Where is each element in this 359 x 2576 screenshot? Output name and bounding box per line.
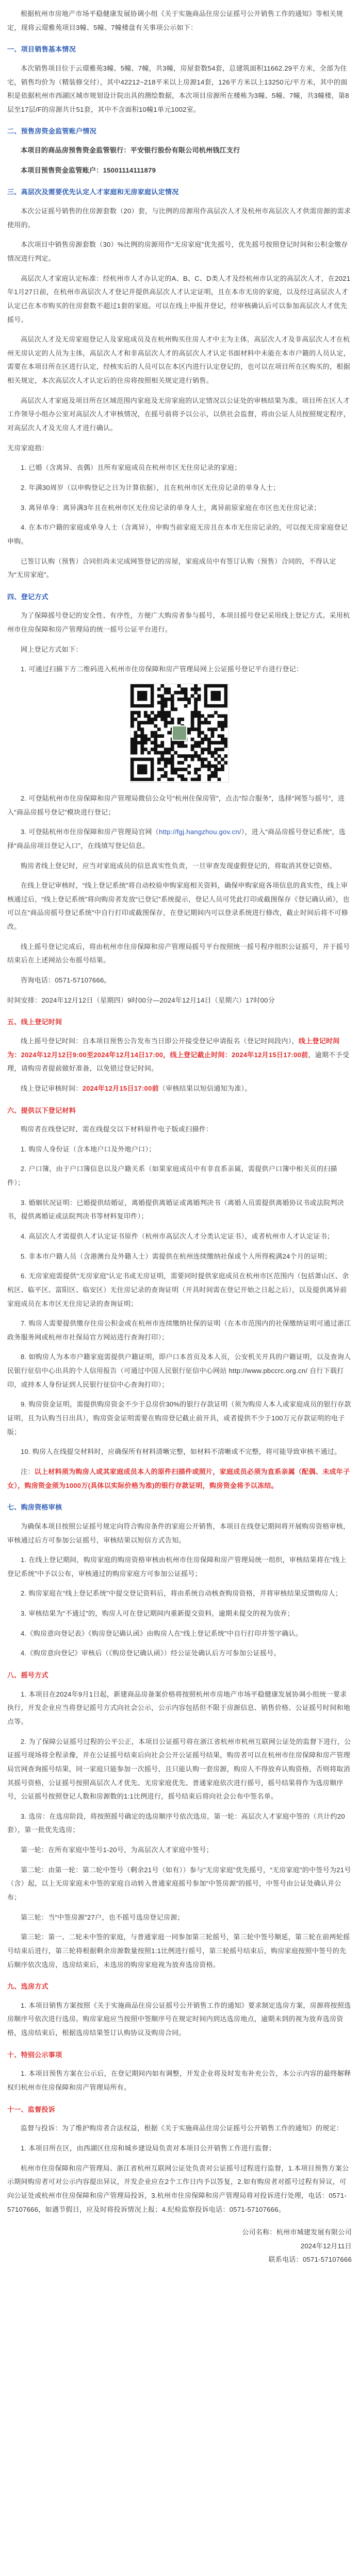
registration-deadline: 线上登记时间为：2024年12月12日9:00至2024年12月14日17:00，线上登记截止时间：2024年12月15日17:00前: [7, 1037, 340, 1059]
contact-phone[interactable]: 0571-57107666。: [55, 976, 111, 985]
nohouse-item: 1. 已婚（含离异、丧偶）且所有家庭成员在杭州市区无住房记录的家庭；: [21, 464, 241, 472]
section-5-review: [7, 1082, 352, 1096]
material-item: 10. 购房人在线提交材料时，应确保所有材料清晰完整，如材料不清晰或不完整，将可能导致审核不通过。: [21, 1448, 341, 1456]
section-10-body: 1. 本项目预售方案在公示后，在登记期间内如有调整，开发企业将及时发布补充公告，本公示内容的最终解释权归杭州市住房保障和房产管理局所有。: [7, 2070, 351, 2092]
section-4-item: 线上摇号登记完成后，将由杭州市住房保障和房产管理局摇号平台按照统一摇号程序组织公证摇号，并于摇号结束后在上述网站公布摇号结果。: [7, 942, 350, 964]
nohouse-item: 3. 离异单身：离异满3年且在杭州市区无住房记录的单身人士，离异前原家庭在市区也无住房记录；: [21, 503, 321, 512]
account-label: 本项目预售资金监管账户：: [21, 166, 103, 174]
item3-text-end: ），进入“商品房摇号登记系统”，选择“商品房项目登记入口”，在线填写登记信息。: [7, 828, 346, 850]
material-item: 4. 高层次人才需提供人才认定证书原件（杭州市高层次人才分类认定证书），或者杭州市人才认定证书；: [21, 1232, 334, 1240]
section-2-bank: 本项目的商品房预售资金监管银行：平安银行股份有限公司杭州钱江支行: [21, 146, 240, 155]
section-1-body: 本次销售项目位于云璟雅苑3幢、5幢、7幢，共3幢，房屋套数54套，总建筑面积11662.29平方米，全部为住宅，销售均价为（精装修交付），其中42212~218平米以上房源14套，126平方米以上13250元/平方米，其中的面积是依据杭州市西湖区城市规划设计院出具的测绘数据，本次项目房源所在楼栋为3幢、5幢、7幢，共3幢楼，第8层至17层/F的房源共计51套，其中不含面积10幢1单元1002室。: [7, 64, 349, 113]
material-item: 3. 婚姻状况证明：已婚提供结婚证，离婚提供离婚证或离婚判决书（离婚人员需提供离婚协议书或法院判决书，提供离婚证或法院判决书等材料复印件）；: [7, 1198, 345, 1221]
section-8-para: 2. 为了保障公证摇号过程的公平公正，本项目公证摇号将在浙江省杭州市杭州互联网公证处的监督下进行，公证摇号现场将全程录像，并在公证摇号结束后向社会公开公证摇号结果，购房者可以在杭州市住房保障和房产管理局官网查询摇号结果，同一家庭只能参加一次摇号，且只能认购一套房源，购房人不得放弃认购资格，否则将取消其摇号资格，公证摇号按照高层次人才优先、无房家庭优先、普通家庭依次进行摇号，摇号结果将作为选房顺序号，公证摇号按照登记人数和房源数的1:1比例进行，摇号结束后将向社会公布中签名单。: [7, 1737, 351, 1801]
nohouse-title: 无房家庭指：: [7, 444, 48, 452]
material-item: 2. 户口簿，由于户口簿信息以及户籍关系（如果家庭成员中有非直系亲属，需提供户口簿中相关页的扫描件）；: [7, 1165, 337, 1187]
section-4-item: 1. 可通过扫描下方二维码进入杭州市住房保障和房产管理局网上公证摇号登记平台进行登记：: [21, 665, 303, 673]
qr-code-wrapper: [7, 684, 352, 783]
section-4-item: 购房者线上登记时，应当对家庭成员的信息真实性负责，一旦审查发现虚假登记的，将取消其登记资格。: [21, 861, 336, 870]
nohouse-item: 2. 年满30周岁（以申购登记之日为计算依据），且在杭州市区无住房记录的单身人士；: [21, 483, 280, 492]
section-3-para: 本次公证摇号销售的住房源套数（20）套，与比例的房源用作高层次人才及杭州市高层次人才供需房源的需求使用的。: [7, 207, 351, 229]
section-4-item: 在线上登记审核时，“线上登记系统”将自动校验申购家庭相关资料，确保申购家庭各项信息的真实性，线上审核通过后，“线上登记系统”将向购房者发放“已登记”系统提示，登记人员可凭此打印或截图保存《登记确认函》，也可以在“商品房摇号登记系统”中自行打印或截图保存，在登记期间内可以登录系统进行修改，截止时间后将不可修改。: [7, 882, 350, 931]
section-3-title: 三、高层次及需要优先认定人才家庭和无房家庭认定情况: [7, 188, 179, 196]
review-label: 线上登记审核时间：: [21, 1084, 83, 1092]
section-4-item: 2. 可登陆杭州市住房保障和房产管理局微信公众号“杭州住保房管”，点击“综合服务”，选择“网签与摇号”，进入“商品房摇号登记”模块进行登记；: [7, 794, 345, 816]
account-number: 15001114111879: [103, 166, 156, 174]
nohouse-item: 4. 在本市户籍的家庭或单身人士（含离异），申购当前家庭无房且在本市无住房记录的，可以按无房家庭登记申购。: [7, 523, 348, 545]
review-deadline: 2024年12月15日17:00前: [82, 1084, 159, 1092]
section-4-intro: 为了保障摇号登记的安全性、有序性，方便广大购房者参与摇号，本项目摇号登记采用线上登记方式。采用杭州市住房保障和房产管理局的统一摇号公证平台进行。: [7, 612, 350, 634]
timeline-line: [7, 994, 352, 1008]
official-site-link[interactable]: http://fgj.hangzhou.gov.cn/: [159, 828, 241, 836]
s5-post: ，逾期不予受理，请购房者提前做好准备，以免错过登记时间。: [7, 1050, 350, 1073]
section-11-para: 1. 本项目所在区，由西湖区住房和城乡建设局负责对本项目公开销售工作进行监督；: [21, 2144, 276, 2152]
section-8-para: 3. 选房：在选房阶段，将按照摇号确定的选房顺序号依次选房，第一轮：高层次人才家庭中签的（共计约20套），第一批优先选房；: [7, 1812, 345, 1834]
section-7-title: 七、购房资格审核: [7, 1503, 62, 1512]
section-6-title: 六、提供以下登记材料: [7, 1106, 76, 1114]
section-9-title: 九、选房方式: [7, 1982, 48, 1991]
section-8-para: 第一轮：在所有家庭中签号1-20号，为高层次人才家庭中签号；: [21, 1846, 214, 1854]
section-7-para: 4.《购房意向登记表》《购房登记确认函》由购房人在“线上登记系统”中自行打印并签字确认。: [21, 1629, 303, 1637]
section-8-title: 八、摇号方式: [7, 1671, 48, 1680]
section-2-title: 二、预售房资金监管账户情况: [7, 127, 96, 135]
material-item: 9. 购房资金证明，需提供购房资金不少于总房价30%的银行存款证明（须为购房人本人或家庭成员的银行存款证明，且为认购当日出具），购房资金证明需要在购房登记截止前开具，或者提供不少于100万元存款证明的电子版；: [7, 1400, 351, 1436]
section-3-para: 高层次人才及无房家庭登记人及家庭成员及在杭州购买住房人才中主为主体，高层次人才及非高层次人才在杭州无房认定的人员为主体，高层次人才和非高层次人才的高层次人才认定书面材料中未能在本市户籍的人员认定，需要在本项目所在区进行认定，经核实后的人员可以在本区内进行认定登记的，也可以在项目所在区购买的，根据相关规定，本次高层次人才认定后的住房将按照相关规定进行销售。: [7, 335, 351, 385]
footer-contact: 联系电话：0571-57107666: [268, 2256, 352, 2264]
section-11-para: 杭州市住房保障和房产管理局、浙江省杭州互联网公证处负责对公证摇号过程进行监督，1.本项目预售方案公示期间购房者可对公示内容提出异议，开发企业应在2个工作日内予以答复，2.如有购房者对摇号过程有异议，可向公证处或杭州市住房保障和房产管理局投诉，3.杭州市住房保障和房产管理局将对投诉进行处理，电话：0571-57107666，如遇节假日，应及时将投诉情况上报；4.纪检监察投诉电话：0571-57107666。: [7, 2164, 349, 2213]
section-7-para: 1. 在线上登记期间，购房家庭的购房资格审核由杭州市住房保障和房产管理局统一组织，审核结果将在“线上登记系统”中予以公布，审核通过的购房家庭方可参加公证摇号；: [7, 1556, 347, 1578]
section-11-title: 十一、监督投诉: [7, 2105, 56, 2113]
footer-signature: [7, 2226, 352, 2267]
footer-company: 公司名称：杭州市城建发展有限公司: [242, 2228, 352, 2236]
section-3-para: 高层次人才家庭及项目所在区域范围内家庭及无房家庭的认定情况以公证处的审核结果为准。项目所在区人才工作领导小组办公室对高层次人才审核情况，在摇号前将予以公示，以供社会监督，将由公证人员按照规定程序，对高层次人才及无房人才进行确认。: [7, 396, 351, 432]
section-3-para: 本次项目中销售房源套数（30）%比例的房源用作“无房家庭”优先摇号，优先摇号按照登记时间和公积金缴存情况进行判定。: [7, 241, 348, 262]
section-7-para: 为确保本项目按照公证摇号规定向符合购房条件的家庭公开销售，本项目在线登记期间将开展购房资格审核，审核通过后方可参加公证摇号，审核结果以短信方式告知。: [7, 1522, 350, 1544]
section-8-para: 第二轮：由第一轮：第二轮中签号（剩余21号（如有））参与“无房家庭”优先摇号，“无房家庭”的中签号为21号（含）起，以上无房家庭未中签的家庭自动转入普通家庭摇号参加“中签房源”的摇号，中签号由公证处确认并公布；: [7, 1866, 351, 1901]
nohouse-note: 已签订认购（预售）合同但尚未完成网签登记的房屋，家庭成员中有签订认购（预售）合同的，不得认定为“无房家庭”。: [7, 557, 336, 579]
qr-logo-icon: [172, 725, 187, 741]
section-4-title: 四、登记方式: [7, 592, 48, 601]
section-7-para: 4.《购房意向登记》审核后（《购房登记确认函》）经公证处确认后方可参加公证摇号。: [21, 1649, 281, 1657]
material-item: 7. 购房人需要提供缴存住房公积金或在杭州市连续缴纳社保的证明（在本市范围内的社保缴纳证明可通过浙江政务服务网或杭州市社保局官方网站进行查询打印）；: [7, 1319, 351, 1341]
section-5-body: [7, 1035, 352, 1076]
contact-line: [7, 974, 352, 988]
review-post: （审核结果以短信通知为准）。: [158, 1084, 252, 1092]
material-item: 1. 购房人身份证（含本地户口及外地户口）；: [21, 1145, 156, 1153]
section-3-para: 高层次人才家庭认定标准：经杭州市人才办认定的A、B、C、D类人才及经杭州市认定的高层次人才，在2021年1月27日前，在杭州市高层次人才登记并提供高层次人才认定证明，且在本市无房的家庭，以及经过高层次人才认定已在本市购买的住房套数不超过1套的家庭。可以在线上申报并登记，经审核确认后可以参加高层次人才优先摇号。: [7, 274, 351, 324]
footer-date: 2024年12月11日: [300, 2242, 352, 2250]
timeline-label: 时间安排：: [7, 996, 42, 1004]
section-6-intro: 购房者在线登记时，需在线提交以下材料原件电子版或扫描件：: [21, 1125, 213, 1133]
section-4-item: [7, 825, 352, 853]
section-4-sub: 网上登记方式如下：: [21, 645, 83, 653]
section-9-body: 1. 本项目销售方案按照《关于实施商品住房公证摇号公开销售工作的通知》要求制定选房方案，房源将按照选房顺序号依次进行选房。购房家庭应当按照中签顺序号在规定时间内到达选房地点，逾期未到的视为放弃选房资格，选房结束后，根据选房结果签订认购协议及购房合同。: [7, 2001, 351, 2037]
registration-qr-code[interactable]: [130, 684, 229, 783]
note-label: 注：: [21, 1467, 35, 1476]
contact-label: 咨询电话：: [21, 976, 55, 985]
timeline-text: 2024年12月12日（星期四）9时00分—2024年12月14日（星期六）17时00分: [41, 996, 275, 1004]
section-8-para: 1. 本项目在2024年9月1日起，新建商品房备案价格将按照杭州市房地产市场平稳健康发展协调小组统一要求执行，开发企业应当将登记摇号方式向社会公示，公示内容包括但不限于房源信息、销售价格、公证摇号时间和地点等。: [7, 1690, 351, 1725]
section-6-note: [7, 1465, 352, 1493]
material-item: 6. 无房家庭需提供“无房家庭”认定书或无房证明，需要同时提供家庭成员在杭州市区范围内（包括萧山区、余杭区、临平区、富阳区、临安区）无住房记录的查询证明（开具时间需在登记开始之日起之后），以及提供离异前家庭成员在本市区无住房记录的查询证明；: [7, 1272, 349, 1308]
section-7-para: 3. 审核结果为“不通过”的，购房人可在登记期间内重新提交资料，逾期未提交的视为放弃；: [21, 1609, 295, 1618]
section-8-para: 第三轮：当“中签房源”27户，也不摇号选房登记房源；: [21, 1913, 184, 1921]
section-2-account-line: [7, 164, 352, 178]
section-1-title: 一、项目销售基本情况: [7, 45, 76, 54]
section-5-title: 五、线上登记时间: [7, 1018, 62, 1026]
material-item: 8. 如购房人为本市户籍家庭需提供户籍证明，即户口本首页及本人页，公安机关开具的户籍证明，以及查询人民银行征信中心出具的个人信用报告（可通过中国人民银行征信中心网站 http://www.pbccrc.org.cn/ 自行下载打印，或持本人身份证到人民银行征信中心查询打印）；: [7, 1353, 351, 1388]
section-10-title: 十、特别公示事项: [7, 2050, 62, 2059]
section-8-para: 第三轮：第一、二轮未中签的家庭，与普通家庭一同参加第三轮摇号，第三轮中签号顺延，第三轮在前两轮摇号结束后进行，第三轮将根据剩余房源数量按照1:1比例进行摇号，第三轮摇号结束后，购房家庭按照中签号的先后顺序依次选房，选房结束后，未选房的购房家庭视为放弃选房资格。: [7, 1933, 350, 1969]
section-11-body: 监督与投诉：为了维护购房者合法权益，根据《关于实施商品住房公证摇号公开销售工作的通知》的规定：: [21, 2124, 344, 2132]
item3-text: 3. 可登陆杭州市住房保障和房产管理局官网（: [21, 828, 159, 836]
note-text: 以上材料须为购房人或其家庭成员本人的原件扫描件或照片，家庭成员必须为直系亲属（配偶、未成年子女），购房资金须为1000万(具体以实际价格为准)的银行存款证明，购房资金将予以冻结。: [7, 1467, 350, 1489]
intro-paragraph: 根据杭州市房地产市场平稳健康发展协调小组《关于实施商品住房公证摇号公开销售工作的通知》等相关规定，现将云璟雅苑项目3幢、5幢、7幢楼盘有关事项公示如下：: [7, 10, 344, 31]
s5-pre: 线上摇号登记时间：自本项目预售公告发布当日即公开接受登记申请报名（登记时间段内），: [21, 1037, 299, 1045]
section-7-para: 2. 购房家庭在“线上登记系统”中提交登记资料后，将由系统自动核查购房资格，并将审核结果反馈购房人；: [21, 1589, 342, 1598]
material-item: 5. 非本市户籍人员（含港澳台及外籍人士）需提供在杭州连续缴纳社保或个人所得税满24个月的证明；: [21, 1252, 332, 1260]
